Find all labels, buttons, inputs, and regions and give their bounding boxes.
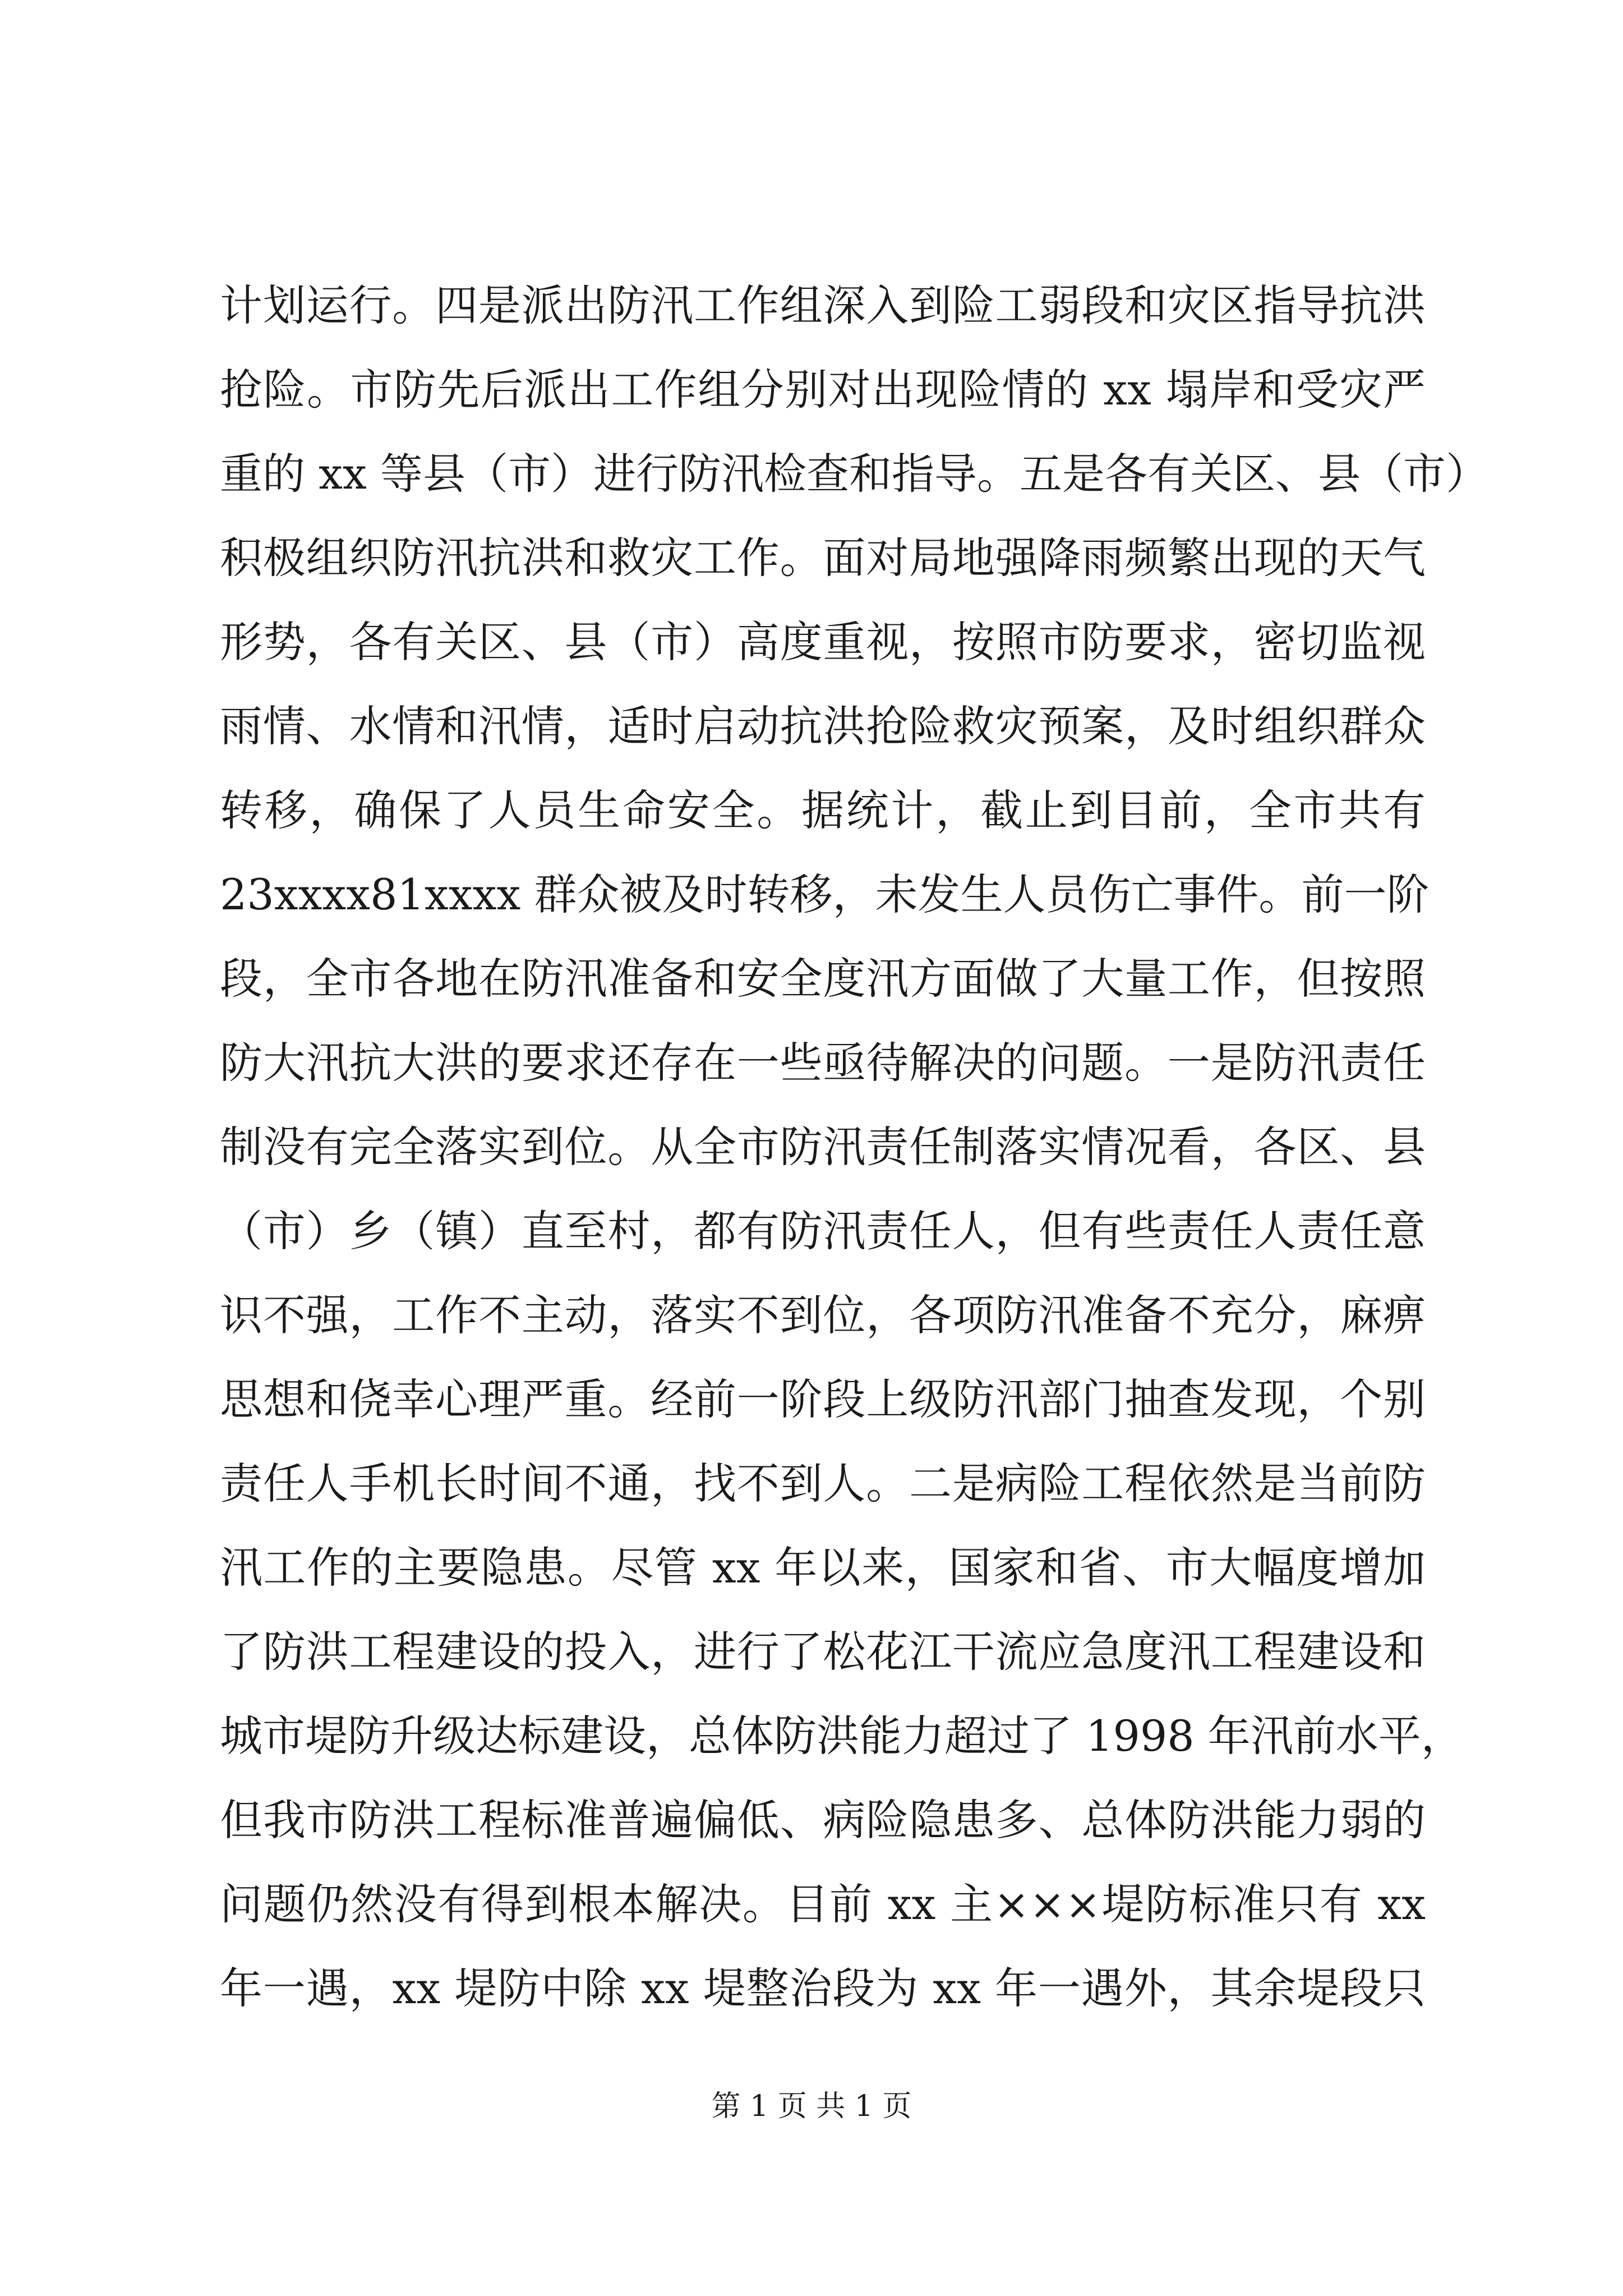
text-line: 形势，各有关区、县（市）高度重视，按照市防要求，密切监视	[220, 617, 1426, 667]
text-line: 识不强，工作不主动，落实不到位，各项防汛准备不充分，麻痹	[220, 1290, 1426, 1340]
text-line: 思想和侥幸心理严重。经前一阶段上级防汛部门抽查发现，个别	[220, 1374, 1426, 1424]
page-number: 第 1 页 共 1 页	[711, 2090, 912, 2123]
text-line: 计划运行。四是派出防汛工作组深入到险工弱段和灾区指导抗洪	[220, 280, 1426, 330]
text-line: 雨情、水情和汛情，适时启动抗洪抢险救灾预案，及时组织群众	[220, 701, 1426, 751]
text-line: 积极组织防汛抗洪和救灾工作。面对局地强降雨频繁出现的天气	[220, 533, 1426, 583]
page-footer	[0, 2087, 1623, 2126]
text-line: 城市堤防升级达标建设，总体防洪能力超过了 1998 年汛前水平，	[220, 1711, 1464, 1761]
text-line: 责任人手机长时间不通，找不到人。二是病险工程依然是当前防	[220, 1458, 1426, 1508]
text-line: 制没有完全落实到位。从全市防汛责任制落实情况看，各区、县	[220, 1122, 1426, 1172]
text-line: 但我市防洪工程标准普遍偏低、病险隐患多、总体防洪能力弱的	[220, 1795, 1426, 1845]
text-line: 转移，确保了人员生命安全。据统计，截止到目前，全市共有	[220, 785, 1426, 835]
text-line: 了防洪工程建设的投入，进行了松花江干流应急度汛工程建设和	[220, 1627, 1426, 1677]
text-line: 23xxxx81xxxx 群众被及时转移，未发生人员伤亡事件。前一阶	[220, 869, 1430, 919]
text-line: （市）乡（镇）直至村，都有防汛责任人，但有些责任人责任意	[220, 1206, 1426, 1256]
text-line: 防大汛抗大洪的要求还存在一些亟待解决的问题。一是防汛责任	[220, 1038, 1426, 1088]
text-line: 年一遇，xx 堤防中除 xx 堤整治段为 xx 年一遇外，其余堤段只	[220, 1963, 1426, 2013]
body-text	[220, 264, 1489, 2031]
text-line: 抢险。市防先后派出工作组分别对出现险情的 xx 塌岸和受灾严	[220, 365, 1426, 415]
text-line: 汛工作的主要隐患。尽管 xx 年以来，国家和省、市大幅度增加	[220, 1543, 1426, 1593]
text-line: 段，全市各地在防汛准备和安全度汛方面做了大量工作，但按照	[220, 954, 1426, 1004]
text-line: 问题仍然没有得到根本解决。目前 xx 主×××堤防标准只有 xx	[220, 1879, 1426, 1929]
text-line: 重的 xx 等县（市）进行防汛检查和指导。五是各有关区、县（市）	[220, 449, 1489, 499]
